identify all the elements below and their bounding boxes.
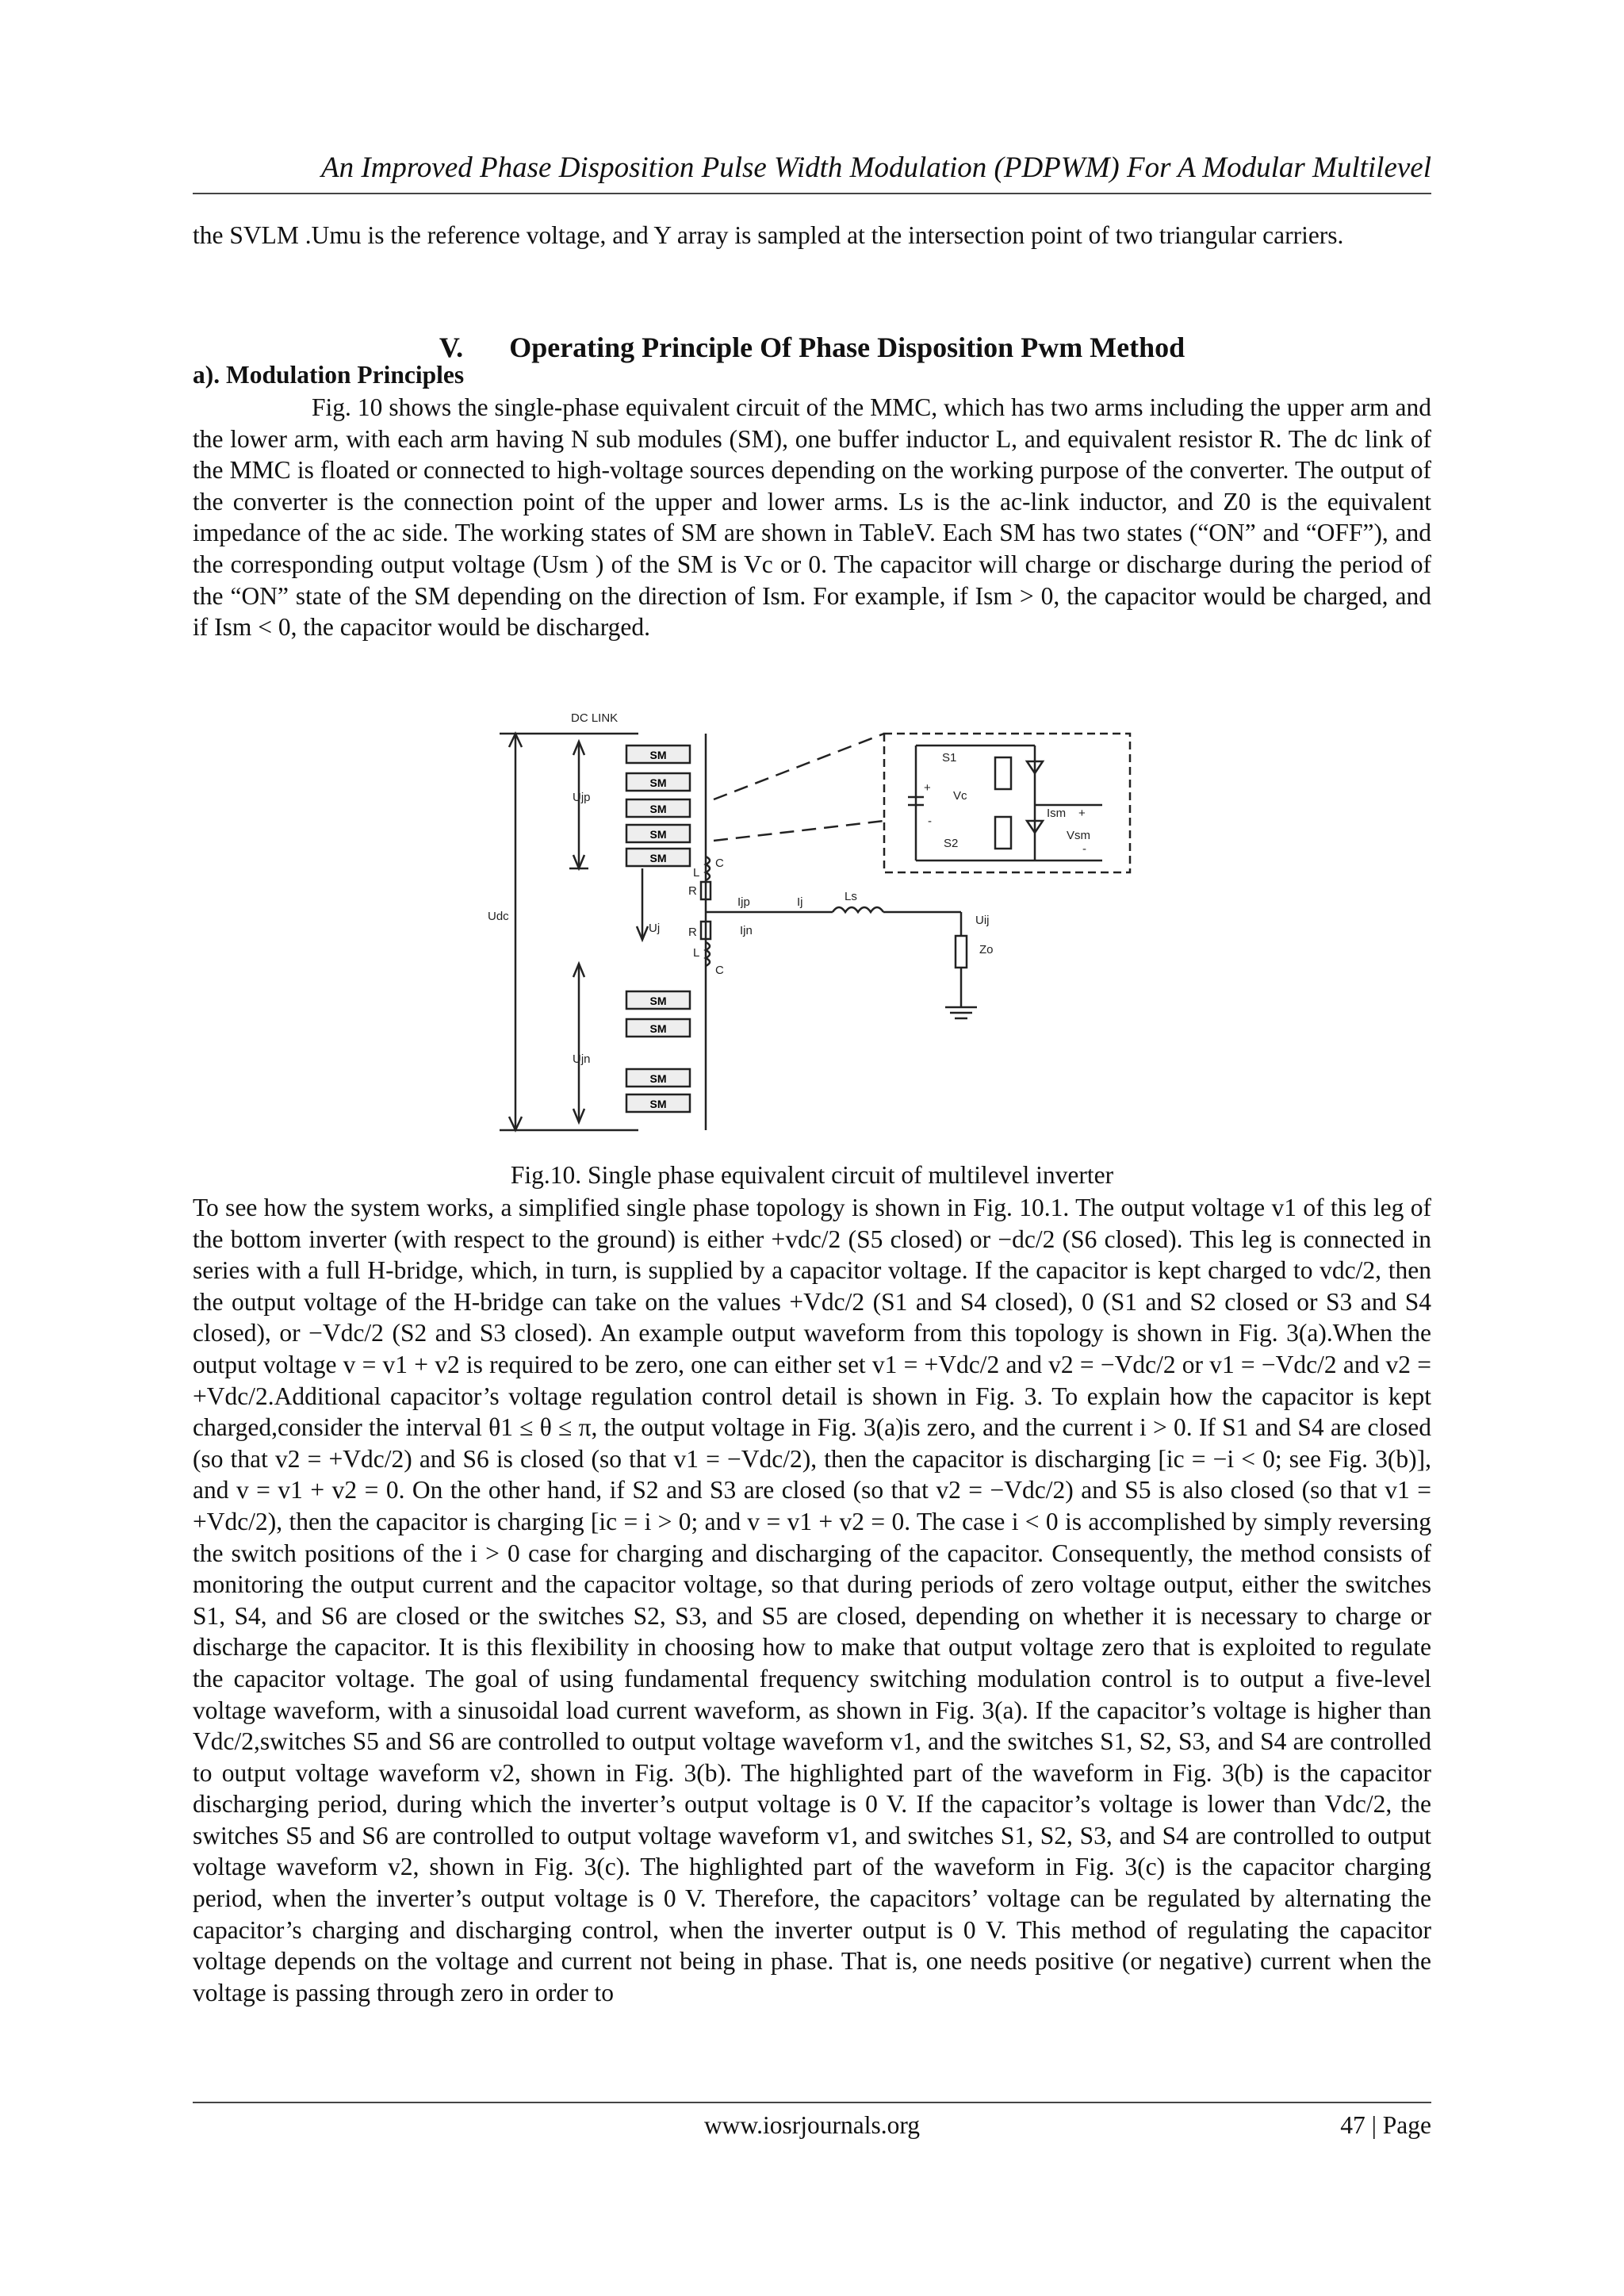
- running-header: An Improved Phase Disposition Pulse Width Modulation (PDPWM) For A Modular Multilevel: [321, 151, 1431, 184]
- ijp-label: Ijp: [737, 895, 750, 909]
- subsection-heading: a). Modulation Principles: [193, 361, 465, 389]
- switch-s2: [995, 817, 1011, 849]
- paragraph-modulation: Fig. 10 shows the single-phase equivalent circuit of the MMC, which has two arms including the upper arm and the lower arm, with each arm having N sub modules (SM), one buffer inductor L, and equivalent resistor R. The dc link of the MMC is floated or connected to high-voltage sources depending on the working purpose of the converter. The output of the converter is the connection point of the upper and lower arms. Ls is the ac-link inductor, and Z0 is the equivalent impedance of the ac side. The working states of SM are shown in TableV. Each SM has two states (“ON” and “OFF”), and the corresponding output voltage (Usm ) of the SM is Vc or 0. The capacitor will charge or discharge during the period of the “ON” state of the SM depending on the direction of Ism. For example, if Ism > 0, the capacitor would be charged, and if Ism < 0, the capacitor would be discharged.: [193, 393, 1431, 642]
- uj-label: Uj: [649, 922, 661, 935]
- sm-block: [626, 849, 690, 866]
- sm-block: [626, 991, 690, 1009]
- svg-text:SM: SM: [649, 995, 667, 1007]
- vsm-minus-label: -: [1082, 842, 1086, 856]
- header-rule: [193, 193, 1431, 194]
- cap-minus-label: -: [928, 815, 932, 828]
- svg-text:SM: SM: [649, 852, 667, 864]
- ls-inductor: [833, 907, 883, 912]
- svg-text:SM: SM: [649, 828, 667, 841]
- svg-text:SM: SM: [649, 1098, 667, 1110]
- svg-text:SM: SM: [649, 1022, 667, 1035]
- switch-s1: [995, 757, 1011, 789]
- footer-rule: [193, 2102, 1431, 2103]
- cap-plus-label: +: [924, 781, 931, 795]
- paragraph-operation: To see how the system works, a simplified single phase topology is shown in Fig. 10.1. The output voltage v1 of this leg of the bottom inverter (with respect to the ground) is either +vdc/2 (S5 closed) or −dc/2 (S6 closed). This leg is connected in series with a full H-bridge, which, in turn, is supplied by a capacitor voltage. If the capacitor is kept charged to vdc/2, then the output voltage of the H-bridge can take on the values +Vdc/2 (S1 and S4 closed), 0 (S1 and S2 closed or S3 and S4 closed), or −Vdc/2 (S2 and S3 closed). An example output waveform from this topology is shown in Fig. 3(a).When the output voltage v = v1 + v2 is required to be zero, one can either set v1 = +Vdc/2 and v2 = −Vdc/2 or v1 = −Vdc/2 and v2 = +Vdc/2.Additional capacitor’s voltage regulation control detail is shown in Fig. 3. To explain how the capacitor is kept charged,consider the interval θ1 ≤ θ ≤ π, the output voltage in Fig. 3(a)is zero, and the current i > 0. If S1 and S4 are closed (so that v2 = +Vdc/2) and S6 is closed (so that v1 = −Vdc/2), then the capacitor is discharging [ic = −i < 0; see Fig. 3(b)], and v = v1 + v2 = 0. On the other hand, if S2 and S3 are closed (so that v2 = −Vdc/2) and S5 is also closed (so that v1 = +Vdc/2), then the capacitor is charging [ic = i > 0; and v = v1 + v2 = 0. The case i < 0 is accomplished by simply reversing the switch positions of the i > 0 case for charging and discharging of the capacitor. Consequently, the method consists of monitoring the output current and the capacitor voltage, so that during periods of zero voltage output, either the switches S1, S4, and S6 are closed or the switches S2, S3, and S5 are closed, depending on whether it is necessary to charge or discharge the capacitor. It is this flexibility in choosing how to make that output voltage zero that is exploited to regulate the capacitor voltage. The goal of using fundamental frequency switching modulation control is to output a five-level voltage waveform, with a sinusoidal load current waveform, as shown in Fig. 3(a). If the capacitor’s voltage is higher than Vdc/2,switches S5 and S6 are controlled to output voltage waveform v1, and the switches S1, S2, S3, and S4 are controlled to output voltage waveform v2, shown in Fig. 3(b). The highlighted part of the waveform in Fig. 3(b) is the capacitor discharging period, during which the inverter’s output voltage is 0 V. If the capacitor’s voltage is lower than Vdc/2, the switches S5 and S6 are controlled to output voltage waveform v1, and switches S1, S2, S3, and S4 are controlled to output voltage waveform v2, shown in Fig. 3(c). The highlighted part of the waveform in Fig. 3(c) is the capacitor charging period, when the inverter’s output voltage is 0 V. Therefore, the capacitors’ voltage can be regulated by alternating the capacitor’s charging and discharging control, when the inverter output is 0 V. This method of regulating the capacitor voltage depends on the voltage and current not being in phase. That is, one needs positive (or negative) current when the voltage is passing through zero in order to: [193, 1194, 1431, 2007]
- ujn-label: Ujn: [573, 1052, 591, 1066]
- s1-label: S1: [942, 751, 957, 765]
- upper-sm-stack: [626, 746, 690, 866]
- ls-label: Ls: [845, 890, 857, 903]
- dc-link-label: DC LINK: [571, 711, 619, 725]
- sm-block: [626, 746, 690, 763]
- vsm-plus-label: +: [1078, 807, 1086, 820]
- section-heading: [193, 331, 1431, 364]
- sm-block: [626, 825, 690, 842]
- svg-text:SM: SM: [649, 776, 667, 789]
- vc-label: Vc: [953, 789, 967, 803]
- sm-block: [626, 1069, 690, 1087]
- svg-text:SM: SM: [649, 749, 667, 761]
- section-number: V.: [439, 332, 464, 363]
- vsm-label: Vsm: [1067, 829, 1090, 842]
- sm-block: [626, 1019, 690, 1037]
- ujp-label: Ujp: [573, 791, 591, 804]
- sm-block: [626, 799, 690, 817]
- udc-label: Udc: [488, 910, 509, 923]
- s2-label: S2: [944, 837, 959, 850]
- sm-block: [626, 773, 690, 791]
- uij-label: Uij: [975, 914, 990, 927]
- section-title: Operating Principle Of Phase Disposition Pwm Method: [509, 332, 1185, 363]
- circuit-figure: [476, 698, 1174, 1142]
- ij-label: Ij: [797, 895, 803, 909]
- upper-r-label: R: [688, 884, 697, 898]
- footer-url: www.iosrjournals.org: [703, 2111, 921, 2139]
- lower-c-label: C: [715, 964, 724, 977]
- zo-label: Zo: [979, 943, 994, 956]
- zo-impedance: [956, 936, 967, 968]
- figure-caption: Fig.10. Single phase equivalent circuit of multilevel inverter: [510, 1161, 1114, 1189]
- upper-l-label: L: [693, 866, 700, 880]
- zoom-line-bottom: [714, 821, 884, 841]
- lower-sm-stack: [626, 991, 690, 1112]
- upper-c-label: C: [715, 857, 724, 870]
- sm-block: [626, 1094, 690, 1112]
- svg-text:SM: SM: [649, 803, 667, 815]
- ijn-label: Ijn: [740, 924, 753, 937]
- ism-label: Ism: [1047, 807, 1067, 820]
- footer-page-number: 47 | Page: [1340, 2111, 1431, 2139]
- svg-text:SM: SM: [649, 1072, 667, 1085]
- lower-l-label: L: [693, 946, 700, 960]
- lower-r-label: R: [688, 926, 697, 939]
- intro-paragraph: the SVLM .Umu is the reference voltage, and Y array is sampled at the intersection point of two triangular carriers.: [193, 221, 1344, 249]
- zoom-line-top: [714, 734, 884, 799]
- sm-detail-box: [884, 734, 1130, 872]
